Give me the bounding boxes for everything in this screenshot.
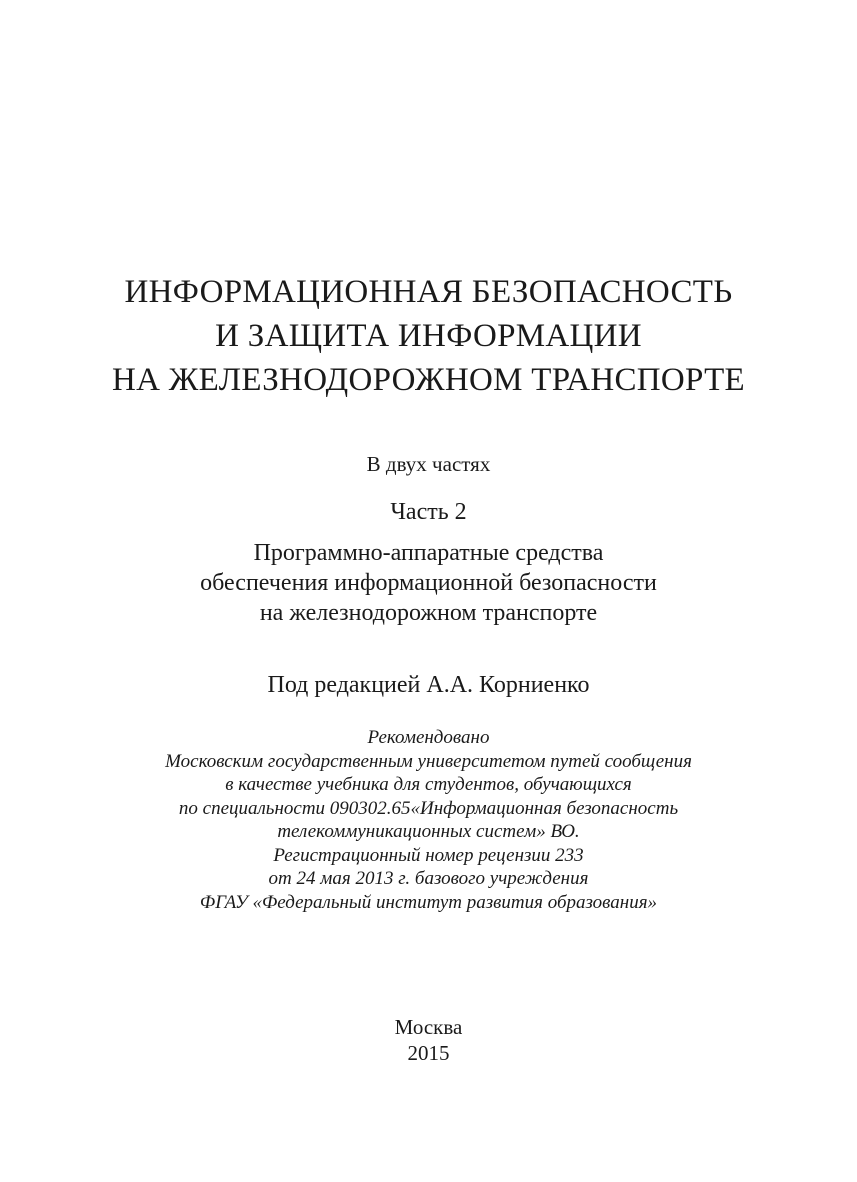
publication-year: 2015 xyxy=(407,1041,450,1065)
part-subtitle-line: на железнодорожном транспорте xyxy=(259,600,598,626)
part-subtitle-line: обеспечения информационной безопасности xyxy=(200,570,657,596)
recommendation-block xyxy=(0,726,857,914)
recommendation-line: Регистрационный номер рецензии 233 xyxy=(273,844,584,866)
recommendation-line: от 24 мая 2013 г. базового учреждения xyxy=(268,868,589,889)
publication-city: Москва xyxy=(394,1015,463,1039)
book-title-line: НА ЖЕЛЕЗНОДОРОЖНОМ ТРАНСПОРТЕ xyxy=(111,362,746,398)
recommendation-line: по специальности 090302.65«Информационная безопасность xyxy=(178,797,679,819)
book-title xyxy=(0,270,857,402)
recommendation-line: ФГАУ «Федеральный институт развития образования» xyxy=(199,891,658,913)
book-title-line: И ЗАЩИТА ИНФОРМАЦИИ xyxy=(215,318,642,354)
recommendation-line: телекоммуникационных систем» ВО. xyxy=(277,821,580,842)
part-subtitle-line: Программно-аппаратные средства xyxy=(253,540,604,566)
recommendation-line: в качестве учебника для студентов, обучающихся xyxy=(225,774,632,795)
recommendation-line: Рекомендовано xyxy=(367,727,490,748)
part-subtitle xyxy=(0,538,857,628)
book-title-line: ИНФОРМАЦИОННАЯ БЕЗОПАСНОСТЬ xyxy=(124,274,733,310)
parts-note: В двух частях xyxy=(366,452,491,476)
editor-credit: Под редакцией А.А. Корниенко xyxy=(267,672,590,698)
recommendation-line: Московским государственным университетом путей сообщения xyxy=(165,750,692,772)
part-number: Часть 2 xyxy=(390,499,467,525)
